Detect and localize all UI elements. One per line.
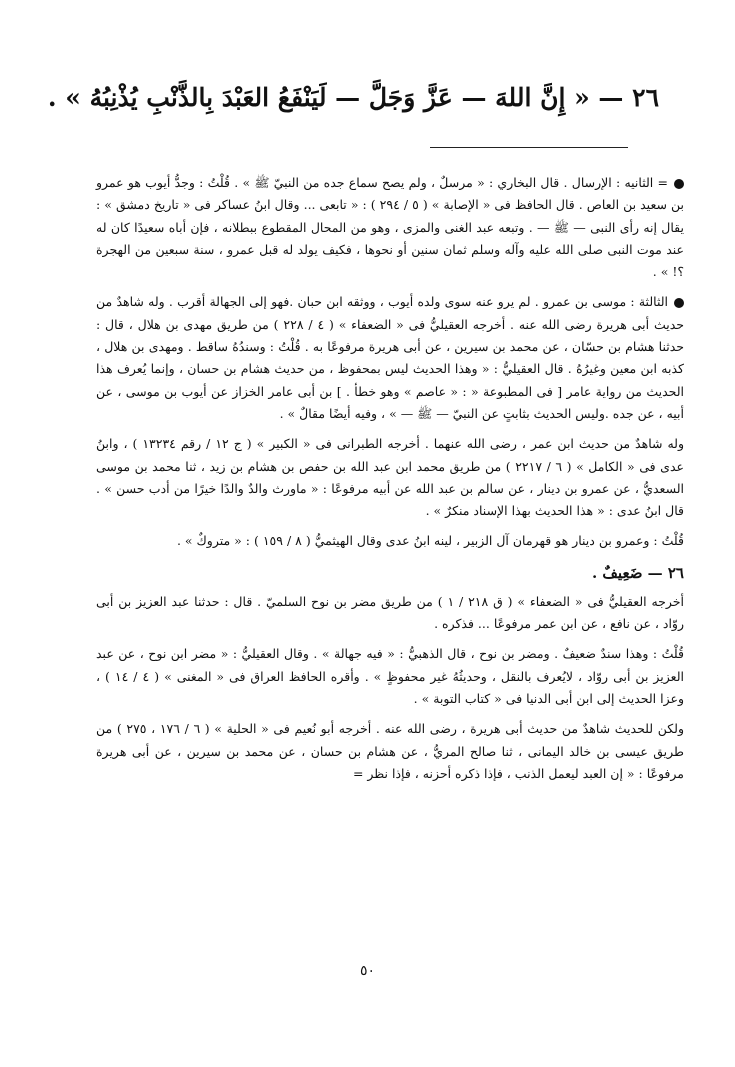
hadith-heading: ٢٦ — « إِنَّ اللهَ — عَزَّ وَجَلَّ — لَيَنْفَعُ العَبْدَ بِالذَّنْبِ يُذْنِبُهُ » . (47, 83, 659, 112)
paragraph-text: = الثانيه : الإرسال . قال البخاري : « مرسلٌ ، ولم يصح سماع جده من النبيّ ﷺ » . قُلْتُ : وجدُّ أيوب هو عمرو بن سعيد بن العاص . قال الحافظ فى « الإصابة » ( ٥ / ٢٩٤ ) : « تابعى ... وقال ابنُ عساكر فى « تاريخ دمشق » : يقال إنه رأى النبى — ﷺ — . وتبعه عبد الغنى والمزى ، وهو من المحال المقطوع ببطلانه ، فإن أباه سعيدًا كان له عند موت النبى صلى الله عليه وآله وسلم ثمان سنين أو نحوها ، فكيف يولد له قبل عمرو ، سنة سبعين من الهجرة ؟! » . (96, 175, 684, 280)
paragraph-isnad-critique: قُلْتُ : وهذا سندٌ ضعيفٌ . ومضر بن نوح ، قال الذهبيُّ : « فيه جهالة » . وقال العقيليُّ : « مضر ابن نوح ، عن عبد العزيز بن أبى روّاد ، لايُعرف بالنقل ، وحديثُهُ غير محفوظٍ » . وأقره الحافظ العراق فى « المغنى » ( ٤ / ١٤ ) ، وعزا الحديث إلى ابن أبى الدنيا فى « كتاب التوبة » . (96, 646, 684, 706)
paragraph-text: الثالثة : موسى بن عمرو . لم يرو عنه سوى ولده أيوب ، ووثقه ابن حبان .فهو إلى الجهالة أقرب . وله شاهدٌ من حديث أبى هريرة رضى الله عنه . أخرجه العقيليُّ فى « الضعفاء » ( ٤ / ٢٢٨ ) من طريق مهدى بن هلال ، قال : حدثنا هشام بن حسّان ، عن محمد بن سيرين ، عن أبى هريرة مرفوعًا به . قُلْتُ : وسندُهُ ساقط . ومهدى بن هلال ، كذبه ابن معين وغيرُهُ . قال العقيليُّ : « وهذا الحديث ليس بمحفوظ ، من حديث هشام بن حسان ، وإنما يُعرف هذا الحديث من رواية عامر [ فى المطبوعة « : « عاصم » وهو خطأ . ] بن أبى عامر الخزاز عن أيوب بن موسى ، عن أبيه ، عن جده .وليس الحديث بثابتٍ عن النبيّ — ﷺ — » ، وفيه أيضًا مقالٌ » . (96, 294, 684, 421)
paragraph-ibn-umar-witness: وله شاهدٌ من حديث ابن عمر ، رضى الله عنهما . أخرجه الطبرانى فى « الكبير » ( ج ١٢ / رقم ١٣٢٣٤ ) ، وابنُ عدى فى « الكامل » ( ٦ / ٢٢١٧ ) من طريق محمد ابن عبد الله بن حفص بن هشام بن زيد ، ثنا محمد بن موسى السعديُّ ، عن عمرو بن دينار ، عن سالم بن عبد الله عن أبيه مرفوعًا : « ماورث والدٌ والدًا خيرًا من أدب حسن » . قال ابنُ عدى : « هذا الحديث بهذا الإسناد منكرٌ » . (96, 436, 684, 519)
bullet-icon (674, 179, 684, 189)
bullet-icon (674, 298, 684, 308)
paragraph-amr-ibn-dinar: قُلْتُ : وعمرو بن دينار هو قهرمان آل الزبير ، لينه ابنُ عدى وقال الهيثميُّ ( ٨ / ١٥٩ ) : « متروكٌ » . (176, 533, 684, 549)
paragraph-abu-hurairah-witness: ولكن للحديث شاهدٌ من حديث أبى هريرة ، رضى الله عنه . أخرجه أبو نُعيم فى « الحلية » ( ٦ / ١٧٦ ، ٢٧٥ ) من طريق عيسى بن خالد اليمانى ، ثنا صالح المريُّ ، عن هشام بن حسان ، عن محمد بن سيرين ، عن أبى هريرة مرفوعًا : « إن العبد ليعمل الذنب ، فإذا ذكره أحزنه ، فإذا نظر = (96, 721, 685, 781)
ruling-subheading: ٢٦ — ضَعِيفٌ . (591, 563, 684, 582)
paragraph-third-defect (96, 291, 684, 425)
page-number: ٥٠ (359, 963, 376, 979)
commentary-body (96, 172, 684, 793)
footnote-divider (430, 147, 628, 148)
paragraph-takhrij: أخرجه العقيليُّ فى « الضعفاء » ( ق ٢١٨ / ١ ) من طريق مضر بن نوح السلميّ . قال : حدثنا عبد العزيز بن أبى روّاد ، عن نافع ، عن ابن عمر مرفوعًا ... فذكره . (96, 593, 684, 632)
paragraph-second-defect (96, 172, 684, 283)
